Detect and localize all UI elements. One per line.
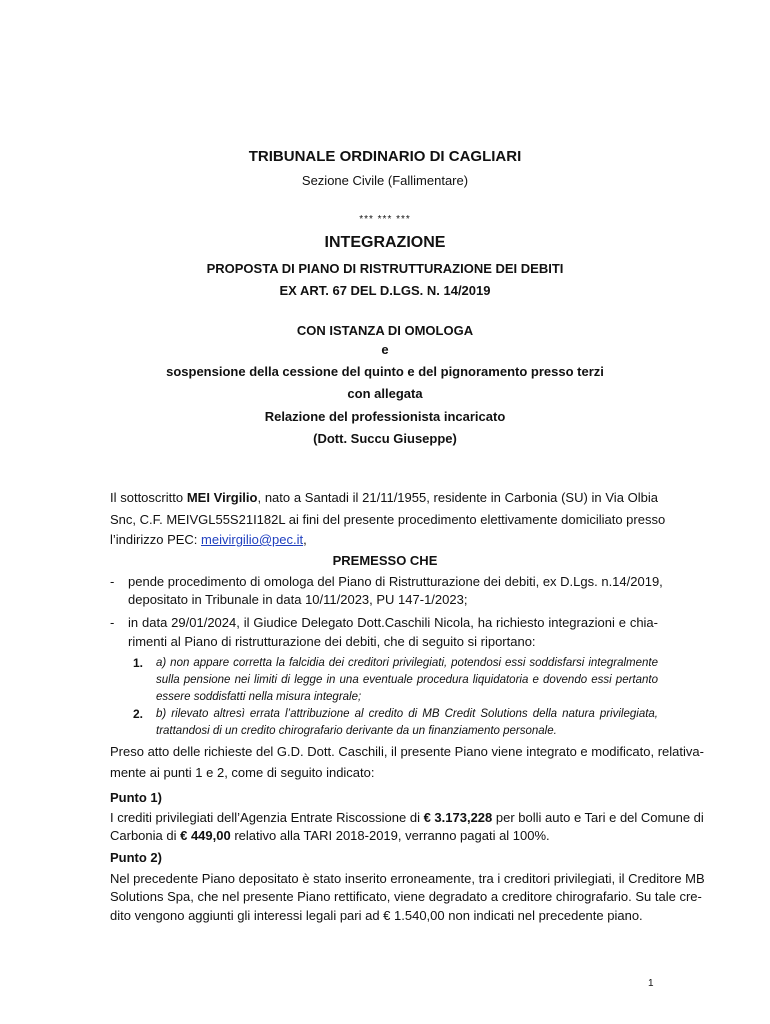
punto-1-text-c: Carbonia di: [110, 828, 181, 843]
opening-details: , nato a Santadi il 21/11/1955, residente in Carbonia (SU) in Via Olbia: [257, 490, 659, 505]
bullet-2-line-1: in data 29/01/2024, il Giudice Delegato Dott.Caschili Nicola, ha richiesto integrazioni e chia-: [128, 615, 658, 630]
premesso-heading: PREMESSO CHE: [332, 553, 438, 568]
numbered-item-1-number: 1.: [133, 656, 144, 670]
amount-agenzia-entrate: € 3.173,228: [423, 810, 493, 825]
request-suspension: sospensione della cessione del quinto e del pignoramento presso terzi: [166, 364, 604, 379]
opening-end: ,: [303, 532, 307, 547]
numbered-item-2-line-2: trattandosi di un credito chirografario derivante da un finanziamento personale.: [156, 725, 557, 737]
preso-atto-line-1: Preso atto delle richieste del G.D. Dott. Caschili, il presente Piano viene integrato e modificato, relativa-: [110, 744, 704, 759]
bullet-1-line-1: pende procedimento di omologa del Piano di Ristrutturazione dei debiti, ex D.Lgs. n.14/2019,: [128, 574, 663, 589]
subtitle-proposal: PROPOSTA DI PIANO DI RISTRUTTURAZIONE DEI DEBITI: [206, 261, 564, 276]
bullet-2-line-2: rimenti al Piano di ristrutturazione dei debiti, che di seguito si riportano:: [128, 634, 536, 649]
opening-intro: Il sottoscritto: [110, 490, 187, 505]
punto-1-text-d: relativo alla TARI 2018-2019, verranno pagati al 100%.: [230, 828, 550, 843]
separator: *** *** ***: [359, 214, 411, 225]
pec-label: l’indirizzo PEC:: [110, 532, 202, 547]
punto-2-heading: Punto 2): [110, 850, 162, 865]
bullet-dash: -: [110, 615, 115, 630]
opening-line-3: [110, 532, 658, 548]
request-attached: con allegata: [347, 386, 423, 401]
request-professional: (Dott. Succu Giuseppe): [313, 431, 457, 446]
request-omologa: CON ISTANZA DI OMOLOGA: [296, 323, 474, 338]
punto-1-line-1: [110, 810, 704, 826]
punto-1-heading: Punto 1): [110, 790, 162, 805]
court-section: Sezione Civile (Fallimentare): [301, 173, 469, 188]
punto-1-text-b: per bolli auto e Tari e del Comune di: [492, 810, 704, 825]
bullet-dash: -: [110, 574, 115, 589]
amount-comune: € 449,00: [180, 828, 231, 843]
punto-2-line-1: Nel precedente Piano depositato è stato inserito erroneamente, tra i creditori privilegiati, il Creditore MB: [110, 871, 705, 886]
punto-1-text-a: I crediti privilegiati dell’Agenzia Entrate Riscossione di: [110, 810, 424, 825]
punto-2-line-2: Solutions Spa, che nel presente Piano rettificato, viene degradato a creditore chirografario. Su tale cre-: [110, 889, 702, 904]
numbered-item-2-line-1: b) rilevato altresì errata l’attribuzione al credito di MB Credit Solutions della natura privilegiata,: [156, 708, 658, 720]
numbered-item-1-line-1: a) non appare corretta la falcidia dei creditori privilegiati, potendosi essi soddisfarsi integralmente: [156, 657, 658, 669]
numbered-item-1-line-3: essere soddisfatti nella misura integrale;: [156, 691, 362, 703]
court-title: TRIBUNALE ORDINARIO DI CAGLIARI: [248, 148, 522, 165]
numbered-item-1-line-2: sulla pensione nei limiti di legge in una eventuale procedura liquidatoria e dovendo essi pertanto: [156, 674, 658, 686]
bullet-1-line-2: depositato in Tribunale in data 10/11/2023, PU 147-1/2023;: [128, 592, 468, 607]
numbered-item-2-number: 2.: [133, 707, 144, 721]
opening-line-2: Snc, C.F. MEIVGL55S21I182L ai fini del presente procedimento elettivamente domiciliato presso: [110, 512, 666, 527]
applicant-name: MEI Virgilio: [186, 490, 258, 505]
opening-line-1: [110, 490, 658, 506]
pec-email-link[interactable]: meivirgilio@pec.it: [201, 532, 304, 547]
request-report: Relazione del professionista incaricato: [264, 409, 506, 424]
preso-atto-line-2: mente ai punti 1 e 2, come di seguito indicato:: [110, 765, 375, 780]
punto-2-line-3: dito vengono aggiunti gli interessi legali pari ad € 1.540,00 non indicati nel precedente piano.: [110, 908, 643, 923]
subtitle-article: EX ART. 67 DEL D.LGS. N. 14/2019: [279, 283, 491, 298]
request-conjunction: e: [381, 342, 389, 357]
document-type: INTEGRAZIONE: [324, 234, 446, 251]
page-number: 1: [648, 978, 654, 989]
punto-1-line-2: [110, 828, 658, 844]
